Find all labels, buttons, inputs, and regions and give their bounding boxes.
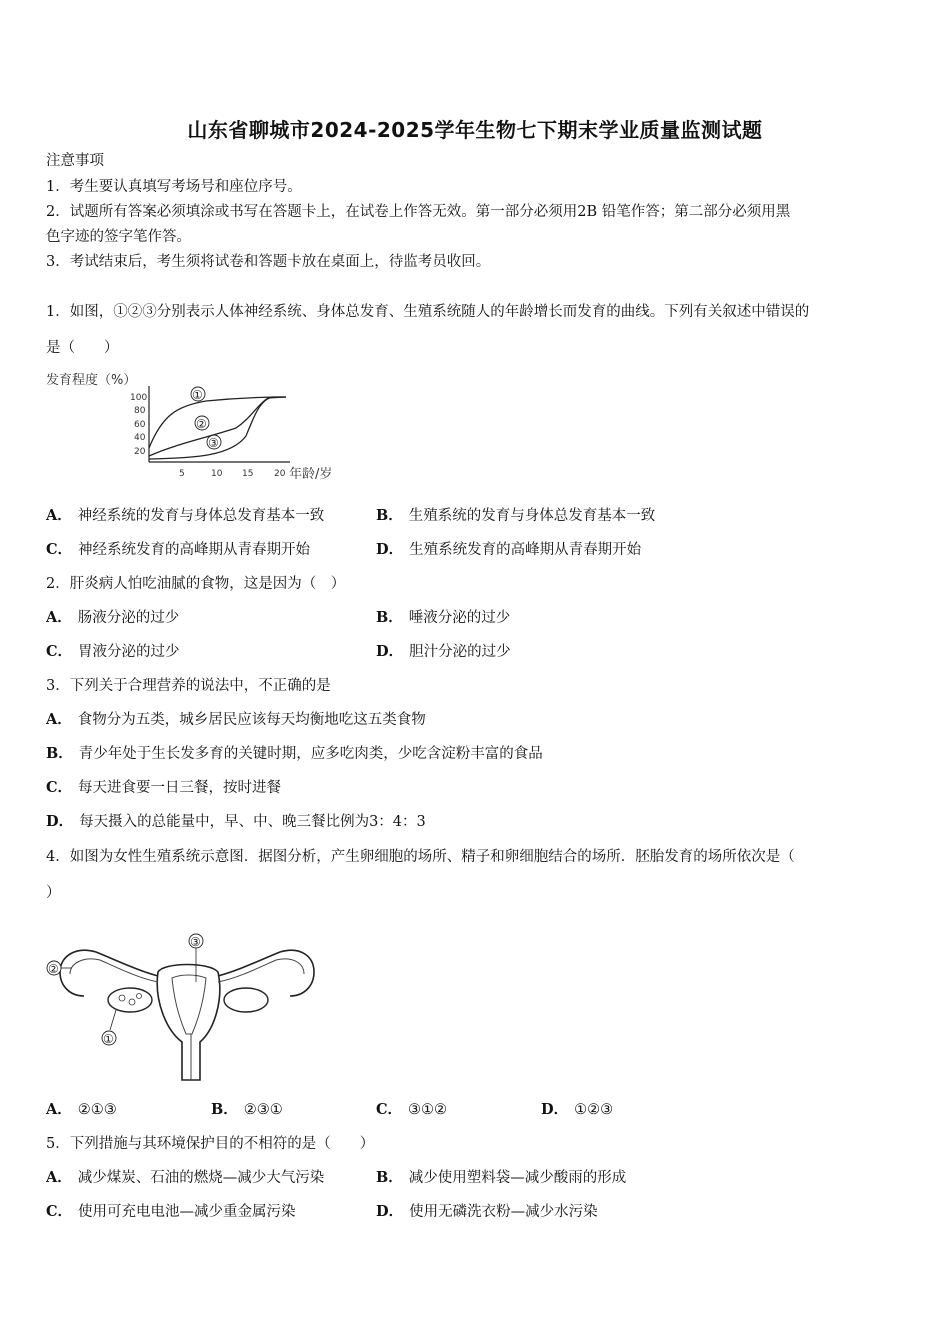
q4-option-d-text: ①②③ [574, 1102, 614, 1118]
q4-female-reproductive-figure [46, 930, 326, 1085]
q2-option-d-text: 胆汁分泌的过少 [409, 644, 511, 660]
q2-option-b-text: 唾液分泌的过少 [408, 610, 511, 626]
q4-option-d-label: D． [541, 1101, 569, 1118]
q1-stem-cont: 是（ ） [46, 340, 119, 356]
q3-option-b-label: B． [46, 745, 73, 762]
q1-chart-ytick-60: 60 [134, 420, 146, 430]
q1-growth-chart [46, 368, 366, 488]
q1-option-a [46, 506, 324, 526]
q1-chart-xtick-20: 20 [274, 469, 286, 479]
q3-option-c-label: C． [46, 779, 73, 796]
q4-label-2: ② [48, 962, 59, 976]
q5-option-d [376, 1202, 598, 1222]
q4-option-b-label: B． [211, 1101, 238, 1118]
q1-option-d-label: D． [376, 541, 404, 558]
notice-heading: 注意事项 [46, 153, 104, 169]
q4-label-3: ③ [190, 935, 201, 949]
notice-item-2: 2．试题所有答案必须填涂或书写在答题卡上，在试卷上作答无效。第一部分必须用2B 铅笔作答；第二部分必须用黑 [46, 204, 791, 220]
q5-option-d-label: D． [376, 1203, 404, 1220]
q1-chart-ytick-40: 40 [134, 433, 146, 443]
q4-right-oviduct-inner [218, 959, 304, 982]
q3-option-d-label: D． [46, 813, 74, 830]
q4-option-c-label: C． [376, 1101, 403, 1118]
q3-option-a [46, 710, 426, 730]
q2-option-c [46, 642, 180, 662]
q2-option-d [376, 642, 511, 662]
q1-option-b-label: B． [376, 507, 403, 524]
q1-stem: 1．如图，①②③分别表示人体神经系统、身体总发育、生殖系统随人的年龄增长而发育的曲线。下列有关叙述中错误的 [46, 304, 810, 320]
notice-item-1: 1．考生要认真填写考场号和座位序号。 [46, 179, 302, 195]
q2-option-a-text: 肠液分泌的过少 [77, 610, 180, 626]
q1-chart-xtick-10: 10 [211, 469, 223, 479]
q3-stem: 3．下列关于合理营养的说法中，不正确的是 [46, 678, 331, 694]
q5-option-b-label: B． [376, 1169, 403, 1186]
q1-chart-xtick-5: 5 [179, 469, 185, 479]
q3-option-b-text: 青少年处于生长发多育的关键时期，应多吃肉类，少吃含淀粉丰富的食品 [78, 746, 543, 762]
q1-option-a-text: 神经系统的发育与身体总发育基本一致 [77, 508, 325, 524]
q2-option-c-text: 胃液分泌的过少 [78, 644, 180, 660]
q3-option-c-text: 每天进食要一日三餐，按时进餐 [78, 780, 282, 796]
q5-option-b [376, 1168, 626, 1188]
q2-option-a-label: A． [46, 609, 72, 626]
q1-chart-ytick-80: 80 [134, 406, 146, 416]
q1-chart-ylabel: 发育程度（%） [46, 373, 137, 388]
q1-option-c-label: C． [46, 541, 73, 558]
q4-option-c [376, 1100, 447, 1120]
q4-uterus [157, 965, 220, 1081]
q5-option-a-text: 减少煤炭、石油的燃烧—减少大气污染 [77, 1170, 325, 1186]
q1-curve-label-3: ③ [208, 436, 219, 450]
q1-option-c [46, 540, 310, 560]
q3-option-c [46, 778, 281, 798]
q1-curve-label-2: ② [196, 417, 207, 431]
page-title: 山东省聊城市2024-2025学年生物七下期末学业质量监测试题 [187, 118, 763, 142]
q1-chart-ytick-20: 20 [134, 447, 146, 457]
q2-option-b [376, 608, 510, 628]
q1-option-b [376, 506, 655, 526]
q5-option-c [46, 1202, 296, 1222]
q4-option-a-text: ②①③ [77, 1102, 117, 1118]
q4-left-oviduct-inner [70, 959, 158, 982]
q5-option-a [46, 1168, 324, 1188]
q1-chart-ytick-100: 100 [130, 393, 148, 403]
q1-option-a-label: A． [46, 507, 72, 524]
q4-right-ovary [224, 988, 268, 1012]
q1-chart-xlabel: 年龄/岁 [289, 467, 333, 482]
notice-item-3: 3．考试结束后，考生须将试卷和答题卡放在桌面上，待监考员收回。 [46, 254, 491, 270]
q1-option-c-text: 神经系统发育的高峰期从青春期开始 [78, 542, 311, 558]
q5-option-c-label: C． [46, 1203, 73, 1220]
q5-option-b-text: 减少使用塑料袋—减少酸雨的形成 [408, 1170, 627, 1186]
q3-option-d [46, 812, 426, 832]
q4-uterus-cavity [172, 975, 206, 1034]
q5-option-c-text: 使用可充电电池—减少重金属污染 [78, 1204, 296, 1220]
q3-option-a-label: A． [46, 711, 72, 728]
q4-option-d [541, 1100, 613, 1120]
q5-option-d-text: 使用无磷洗衣粉—减少水污染 [409, 1204, 598, 1220]
q4-option-b-text: ②③① [243, 1102, 283, 1118]
q2-option-d-label: D． [376, 643, 404, 660]
q1-option-d [376, 540, 641, 560]
q2-option-c-label: C． [46, 643, 73, 660]
q3-option-d-text: 每天摄入的总能量中，早、中、晚三餐比例为3：4：3 [79, 814, 426, 830]
q4-label-1: ① [103, 1032, 114, 1046]
q1-chart-xtick-15: 15 [242, 469, 254, 479]
q4-stem: 4．如图为女性生殖系统示意图．据图分析，产生卵细胞的场所、精子和卵细胞结合的场所．胚胎发育的场所依次是（ [46, 849, 795, 865]
q2-option-b-label: B． [376, 609, 403, 626]
q4-option-b [211, 1100, 283, 1120]
q4-right-oviduct [218, 950, 314, 996]
q1-option-d-text: 生殖系统发育的高峰期从青春期开始 [409, 542, 642, 558]
q2-option-a [46, 608, 179, 628]
q4-option-a-label: A． [46, 1101, 72, 1118]
q4-option-a [46, 1100, 117, 1120]
q1-option-b-text: 生殖系统的发育与身体总发育基本一致 [408, 508, 656, 524]
q5-stem: 5．下列措施与其环境保护目的不相符的是（ ） [46, 1136, 375, 1152]
q4-stem-cont: ） [46, 885, 61, 901]
q5-option-a-label: A． [46, 1169, 72, 1186]
q3-option-b [46, 744, 543, 764]
q2-stem: 2．肝炎病人怕吃油腻的食物，这是因为（ ） [46, 576, 346, 592]
q3-option-a-text: 食物分为五类，城乡居民应该每天均衡地吃这五类食物 [77, 712, 426, 728]
q4-left-oviduct [60, 950, 158, 996]
q1-curve-label-1: ① [192, 388, 203, 402]
notice-item-2-cont: 色字迹的签字笔作答。 [46, 229, 191, 245]
q4-option-c-text: ③①② [408, 1102, 448, 1118]
